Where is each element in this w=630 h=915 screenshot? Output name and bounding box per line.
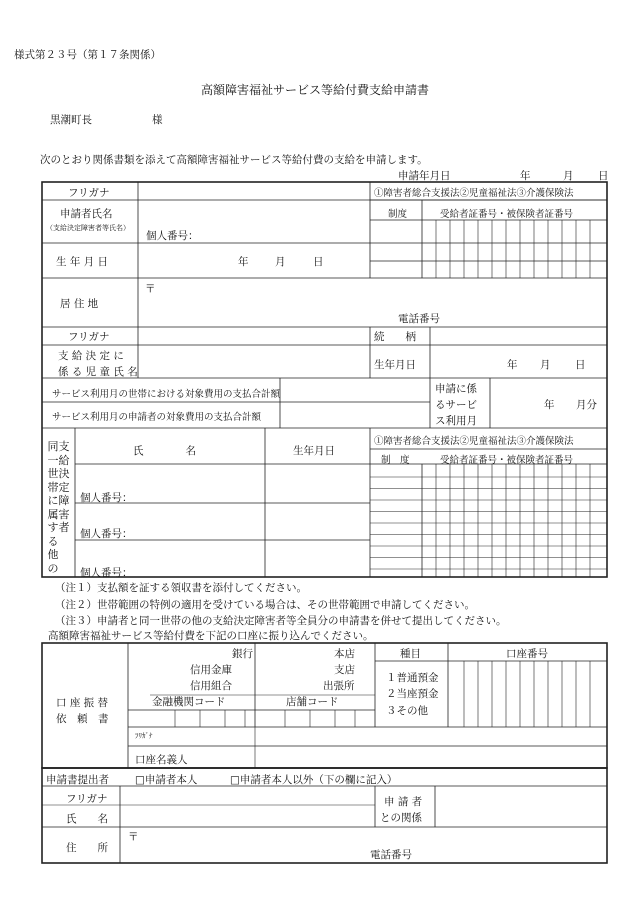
deposit-type-2: ２当座預金 xyxy=(386,688,439,700)
child-name-label-1: 支 給 決 定 に xyxy=(58,350,124,362)
member-system-label: 制 度 xyxy=(381,455,410,466)
member-3-mynumber: 個人番号： xyxy=(80,567,133,579)
submitter-address-label: 住 所 xyxy=(66,842,108,854)
bank-type-shinkin: 信用金庫 xyxy=(190,664,232,676)
service-month-label-2: るサービ xyxy=(435,399,477,411)
deposit-type-3: ３その他 xyxy=(386,705,428,717)
inst-code-label: 金融機関コード xyxy=(152,696,226,708)
form-number: 様式第２３号（第１７条関係） xyxy=(14,49,161,61)
note-3: （注３）申請者と同一世帯の他の支給決定障害者等全員分の申請書を併せて提出してください。 xyxy=(55,615,507,627)
system-label: 制度 xyxy=(388,209,408,220)
submitter-opt-other[interactable]: □申請者本人以外（下の欄に記入） xyxy=(230,774,398,786)
child-birth-month: 月 xyxy=(540,359,551,371)
branch-shucchojo: 出張所 xyxy=(323,680,355,692)
bank-label-2: 依 頼 書 xyxy=(56,713,109,725)
law-types: ①障害者総合支援法②児童福祉法③介護保険法 xyxy=(374,188,574,199)
service-month-month: 月分 xyxy=(576,399,597,411)
birth-day: 日 xyxy=(313,256,324,268)
note-1: （注１）支払額を証する領収書を添付してください。 xyxy=(55,582,307,594)
holder-label: 口座名義人 xyxy=(135,754,188,766)
note-2: （注２）世帯範囲の特例の適用を受けている場合は、その世帯範囲で申請してください。 xyxy=(55,599,475,611)
app-date-year: 年 xyxy=(520,170,531,182)
submitter-name-label: 氏 名 xyxy=(66,813,108,825)
applicant-total-label: サービス利用月の申請者の対象費用の支払合計額 xyxy=(52,412,262,423)
birth-month: 月 xyxy=(275,256,286,268)
service-month-label-1: 申請に係 xyxy=(435,383,477,395)
submitter-phone-label: 電話番号 xyxy=(370,849,412,861)
birth-label: 生 年 月 日 xyxy=(56,256,109,268)
phone-label: 電話番号 xyxy=(398,313,440,325)
service-month-label-3: ス利用月 xyxy=(435,415,477,427)
relation-label: 続 柄 xyxy=(374,331,416,343)
bank-type-kumiai: 信用組合 xyxy=(190,680,232,692)
deposit-type-1: １普通預金 xyxy=(386,672,439,684)
furigana-label: フリガナ xyxy=(68,187,110,199)
household-total-label: サービス利用月の世帯における対象費用の支払合計額 xyxy=(52,389,281,400)
addressee: 黒潮町長 xyxy=(50,114,92,126)
birth-year: 年 xyxy=(238,256,249,268)
submitter-opt-self[interactable]: □申請者本人 xyxy=(135,774,198,786)
holder-furigana-label: ﾌﾘｶﾞﾅ xyxy=(135,732,153,740)
child-birth-label: 生年月日 xyxy=(374,359,416,371)
child-birth-year: 年 xyxy=(507,359,518,371)
cert-no-label: 受給者証番号・被保険者証番号 xyxy=(440,209,574,220)
member-law-types: ①障害者総合支援法②児童福祉法③介護保険法 xyxy=(374,436,574,447)
app-date-month: 月 xyxy=(563,170,574,182)
submitter-furigana-label: フリガナ xyxy=(66,793,108,805)
submitter-relation-2: との関係 xyxy=(380,812,422,824)
member-cert-no-label: 受給者証番号・被保険者証番号 xyxy=(440,455,574,466)
branch-code-label: 店舗コード xyxy=(286,696,339,708)
household-side-label-2: 支給決定障害者 xyxy=(58,440,70,534)
child-name-label-2: 係 る 児 童 氏 名 xyxy=(58,366,138,378)
applicant-mynumber-label: 個人番号： xyxy=(146,230,199,242)
form-title: 高額障害福祉サービス等給付費支給申請書 xyxy=(200,83,429,97)
member-name-header: 氏 名 xyxy=(133,445,196,457)
member-2-mynumber: 個人番号： xyxy=(80,528,133,540)
account-no-header: 口座番号 xyxy=(506,648,548,660)
bank-type-bank: 銀行 xyxy=(232,648,253,660)
transfer-intro: 高額障害福祉サービス等給付費を下記の口座に振り込んでください。 xyxy=(48,630,374,642)
branch-shiten: 支店 xyxy=(334,664,355,676)
submitter-label: 申請書提出者 xyxy=(46,774,109,786)
submitter-relation-1: 申 請 者 xyxy=(384,796,423,808)
intro-text: 次のとおり関係書類を添えて高額障害福祉サービス等給付費の支給を申請します。 xyxy=(40,154,428,166)
section-border xyxy=(42,182,607,577)
household-side-label: 同一世帯に属する他の xyxy=(47,440,59,575)
app-date-label: 申請年月日 xyxy=(398,170,451,182)
submitter-postal-mark: 〒 xyxy=(128,831,139,843)
service-month-year: 年 xyxy=(544,399,555,411)
child-furigana-label: フリガナ xyxy=(68,331,110,343)
member-1-mynumber: 個人番号： xyxy=(80,492,133,504)
branch-honten: 本店 xyxy=(334,648,355,660)
applicant-name-label: 申請者氏名 xyxy=(60,208,113,220)
deposit-type-header: 種目 xyxy=(400,648,421,660)
honorific: 様 xyxy=(152,114,163,126)
member-birth-header: 生年月日 xyxy=(293,445,335,457)
bank-label-1: 口 座 振 替 xyxy=(56,697,109,709)
postal-mark: 〒 xyxy=(145,283,156,295)
app-date-day: 日 xyxy=(598,170,609,182)
applicant-name-sub: （支給決定障害者等氏名） xyxy=(46,224,130,232)
child-birth-day: 日 xyxy=(575,359,586,371)
address-label: 居 住 地 xyxy=(60,298,99,310)
